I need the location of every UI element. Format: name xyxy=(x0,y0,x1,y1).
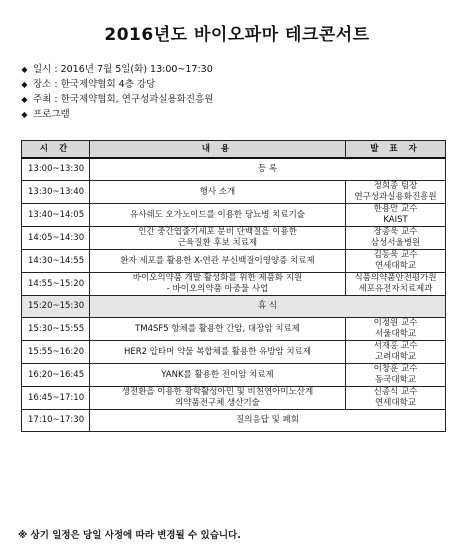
row-content xyxy=(90,181,346,204)
speaker-line: 서재홍 교수 xyxy=(373,341,418,351)
table-row xyxy=(22,181,446,204)
row-speaker xyxy=(346,227,446,250)
row-content xyxy=(90,227,346,250)
row-time: 13:00~13:30 xyxy=(22,158,90,181)
content-line: 생전환을 이용한 광학활성아민 및 비천연아미노산계 xyxy=(121,387,314,397)
row-content xyxy=(90,204,346,227)
row-speaker xyxy=(346,273,446,296)
speaker-line: 서울대학교 xyxy=(374,329,417,339)
event-info xyxy=(20,62,213,122)
table-header-row xyxy=(22,141,446,159)
content-line: 바이오의약품 개발 활성화를 위한 제품화 지원 xyxy=(132,273,303,283)
diamond-bullet-icon: ◆ xyxy=(21,95,28,104)
speaker-line: 정희종 팀장 xyxy=(373,181,418,191)
row-speaker xyxy=(346,204,446,227)
speaker-line: 동국대학교 xyxy=(374,375,417,385)
table-row xyxy=(22,273,446,296)
row-time: 13:30~13:40 xyxy=(22,181,90,204)
content-line: TM4SF5 항체를 활용한 간암, 대장암 치료제 xyxy=(135,323,300,334)
row-time: 14:05~14:30 xyxy=(22,227,90,250)
speaker-line: KAIST xyxy=(383,215,408,225)
info-place-text: 장소 : 한국제약협회 4층 강당 xyxy=(33,79,156,90)
program-table xyxy=(21,140,446,432)
table-row xyxy=(22,250,446,273)
row-time: 15:30~15:55 xyxy=(22,318,90,341)
row-content xyxy=(90,273,346,296)
speaker-line: 신종식 교수 xyxy=(373,387,418,397)
row-time: 14:55~15:20 xyxy=(22,273,90,296)
info-program-text: 프로그램 xyxy=(33,109,70,120)
row-content xyxy=(90,318,346,341)
speaker-line: 김동욱 교수 xyxy=(373,250,418,260)
table-row xyxy=(22,158,446,181)
row-content xyxy=(90,410,446,432)
info-program xyxy=(20,107,213,122)
table-row xyxy=(22,341,446,364)
content-line: 환자 세포를 활용한 X-연관 부신백질이영양증 치료제 xyxy=(120,255,315,266)
row-speaker xyxy=(346,318,446,341)
table-row xyxy=(22,387,446,410)
row-speaker xyxy=(346,387,446,410)
row-speaker xyxy=(346,181,446,204)
header-time: 시 간 xyxy=(22,141,90,159)
content-line: 인간 중간엽줄기세포 분비 단백질을 이용한 xyxy=(138,227,297,237)
table-row xyxy=(22,204,446,227)
info-place xyxy=(20,77,213,92)
diamond-bullet-icon: ◆ xyxy=(21,110,28,119)
speaker-line: 삼성서울병원 xyxy=(370,238,421,248)
table-row xyxy=(22,410,446,432)
content-line: 등 록 xyxy=(257,164,278,174)
info-host xyxy=(20,92,213,107)
row-speaker xyxy=(346,364,446,387)
row-time: 17:10~17:30 xyxy=(22,410,90,432)
speaker-line: 연세대학교 xyxy=(374,398,417,408)
diamond-bullet-icon: ◆ xyxy=(21,65,28,74)
row-content xyxy=(90,341,346,364)
speaker-line: 식품의약품안전평가원 xyxy=(354,273,437,283)
row-speaker xyxy=(346,341,446,364)
speaker-line: 연구성과실용화진흥원 xyxy=(354,192,437,202)
table-row xyxy=(22,318,446,341)
content-line: 휴 식 xyxy=(257,301,278,311)
speaker-line: 연세대학교 xyxy=(374,261,417,271)
content-line: HER2 압타머 약물 복합체를 활용한 유방암 치료제 xyxy=(123,346,312,357)
table-row xyxy=(22,296,446,318)
row-time: 15:55~16:20 xyxy=(22,341,90,364)
row-content xyxy=(90,387,346,410)
row-content xyxy=(90,250,346,273)
row-time: 15:20~15:30 xyxy=(22,296,90,318)
table-body xyxy=(22,158,446,432)
header-speaker: 발 표 자 xyxy=(346,141,446,159)
info-host-text: 주최 : 한국제약협회, 연구성과실용화진흥원 xyxy=(33,94,214,105)
row-time: 16:45~17:10 xyxy=(22,387,90,410)
row-content xyxy=(90,364,346,387)
schedule-note: ※ 상기 일정은 당일 사정에 따라 변경될 수 있습니다. xyxy=(18,530,241,541)
row-time: 14:30~14:55 xyxy=(22,250,90,273)
speaker-line: 고려대학교 xyxy=(374,352,417,362)
header-content: 내 용 xyxy=(90,141,346,159)
speaker-line: 세포유전자치료제과 xyxy=(358,284,433,294)
speaker-line: 장종욱 교수 xyxy=(373,227,418,237)
content-line: YANK를 활용한 전이암 치료제 xyxy=(161,369,274,380)
content-line: 의약품전구체 생산기술 xyxy=(175,398,260,408)
table-row xyxy=(22,364,446,387)
content-line: 질의응답 및 폐회 xyxy=(236,415,299,425)
speaker-line: 이정원 교수 xyxy=(373,318,418,328)
row-content xyxy=(90,158,446,181)
speaker-line: 이창훈 교수 xyxy=(373,364,418,374)
row-speaker xyxy=(346,250,446,273)
row-content xyxy=(90,296,446,318)
content-line: 근육질환 후보 치료제 xyxy=(177,238,258,248)
content-line: 유사쉐도 오가노이드를 이용한 당뇨병 치료기술 xyxy=(129,209,306,220)
info-date-text: 일시 : 2016년 7월 5일(화) 13:00~17:30 xyxy=(33,64,213,75)
row-time: 13:40~14:05 xyxy=(22,204,90,227)
content-line: 행사 소개 xyxy=(199,186,236,197)
page-title: 2016년도 바이오파마 테크콘서트 xyxy=(104,25,370,45)
speaker-line: 한용만 교수 xyxy=(373,204,418,214)
info-date xyxy=(20,62,213,77)
diamond-bullet-icon: ◆ xyxy=(21,80,28,89)
table-row xyxy=(22,227,446,250)
content-line: - 바이오의약품 마중물 사업 xyxy=(166,284,269,294)
row-time: 16:20~16:45 xyxy=(22,364,90,387)
